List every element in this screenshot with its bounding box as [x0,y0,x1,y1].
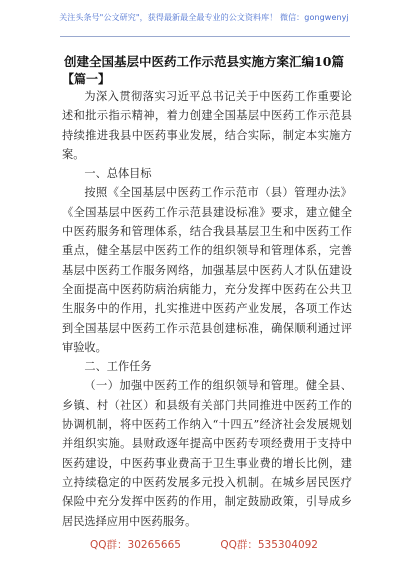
section-heading-tasks: 二、工作任务 [84,360,152,374]
section-tag: 【篇一】 [62,72,111,86]
header-divider [60,36,350,37]
intro-paragraph: 为深入贯彻落实习近平总书记关于中医药工作重要论述和批示指示精神，着力创建全国基层中医药工作示范县持续推进我县中医药事业发展，结合实际，制定本实施方案。 [62,90,352,161]
footer-qq-group-1: QQ群：30265665 [90,539,181,551]
goals-paragraph: 按照《全国基层中医药工作示范市（县）管理办法》《全国基层中医药工作示范县建设标准》要求，建立健全中医药服务和管理体系，结合我县基层卫生和中医药工作重点，健全基层中医药工作的组织领导和管理体系，完善基层中医药工作服务网络，加强基层中医药人才队伍建设全面提高中医药防病治病能力，充分发挥中医药在公共卫生服务中的作用，扎实推进中医药产业发展，各项工作达到全国基层中医药工作示范县创建标准，确保顺利通过评审验收。 [62,186,352,354]
document-body [62,87,352,531]
tasks-paragraph: （一）加强中医药工作的组织领导和管理。健全县、乡镇、村（社区）和县级有关部门共同推进中医药工作的协调机制，将中医药工作纳入“十四五”经济社会发展规划并组织实施。县财政逐年提高中医药专项经费用于支持中医药建设，中医药事业费高于卫生事业费的增长比例，建立持续稳定的中医药发展多元投入机制。在城乡居民医疗保险中充分发挥中医药的作用，制定鼓励政策，引导成乡居民选择应用中医药服务。 [62,379,352,528]
header-banner: 关注头条号"公文研究"，获得最新最全最专业的公文资料库！ 微信：gongwenyj [59,13,349,22]
document-title: 创建全国基层中医药工作示范县实施方案汇编10篇 [64,54,344,69]
footer-qq-group-2: QQ群：535304092 [220,539,318,551]
footer [0,537,408,552]
section-heading-goals: 一、总体目标 [84,167,152,181]
